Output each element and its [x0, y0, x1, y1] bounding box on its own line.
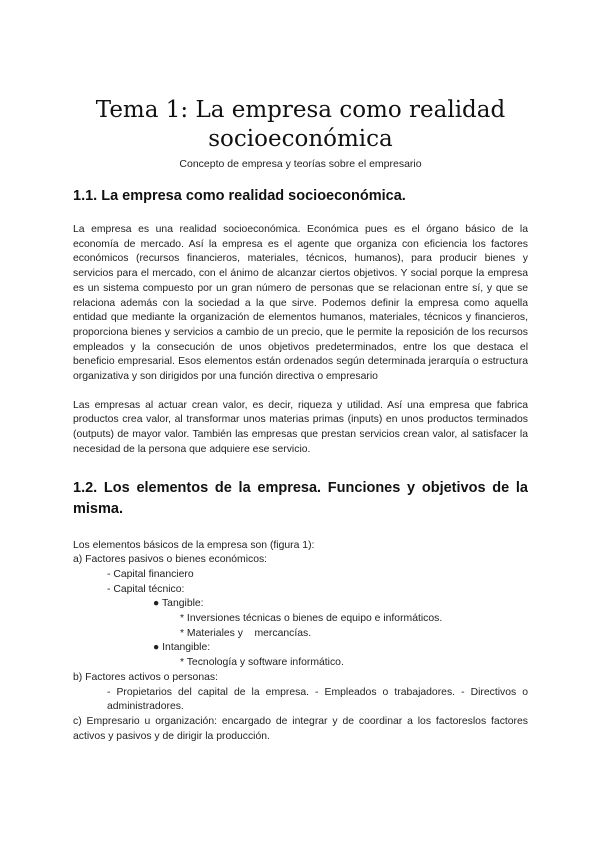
- section-1-heading: 1.1. La empresa como realidad socioeconómica.: [73, 188, 406, 204]
- elements-list: [73, 539, 528, 745]
- list-item-a: a) Factores pasivos o bienes económicos:: [73, 554, 268, 566]
- list-item-b-items: - Propietarios del capital de la empresa. - Empleados o trabajadores. - Directivos o administradores.: [107, 686, 528, 713]
- document-title: [73, 96, 528, 154]
- list-intro: Los elementos básicos de la empresa son (figura 1):: [73, 539, 315, 551]
- list-item-capital-financiero: - Capital financiero: [107, 568, 194, 580]
- list-item-capital-tecnico: - Capital técnico:: [107, 583, 185, 595]
- title-line-2: socioeconómica: [208, 126, 393, 152]
- list-item-c: c) Empresario u organización: encargado de integrar y de coordinar a los factoreslos factores activos y pasivos y de dirigir la producción.: [73, 715, 528, 742]
- section-1-paragraph-2: Las empresas al actuar crean valor, es decir, riqueza y utilidad. Así una empresa que fabrica productos crea valor, al transformar unos materias primas (inputs) en unos productos terminados (outputs) de mayor valor. También las empresas que prestan servicios crean valor, al satisfacer la necesidad de la persona que adquiere ese servicio.: [73, 399, 528, 455]
- title-line-1: Tema 1: La empresa como realidad: [95, 97, 506, 123]
- section-2-heading: 1.2. Los elementos de la empresa. Funciones y objetivos de la misma.: [73, 479, 528, 517]
- list-item-b: b) Factores activos o personas:: [73, 671, 218, 683]
- list-item-tangible-1: * Inversiones técnicas o bienes de equipo e informáticos.: [180, 613, 443, 625]
- document-page: [73, 96, 528, 744]
- list-item-intangible-1: * Tecnología y software informático.: [180, 657, 344, 669]
- list-item-tangible: ● Tangible:: [153, 598, 204, 610]
- list-item-intangible: ● Intangible:: [153, 642, 211, 654]
- list-item-tangible-2: * Materiales y mercancías.: [180, 627, 312, 639]
- document-subtitle: Concepto de empresa y teorías sobre el empresario: [179, 158, 422, 170]
- section-1-paragraph-1: La empresa es una realidad socioeconómica. Económica pues es el órgano básico de la economía de mercado. Así la empresa es el agente que organiza con eficiencia los factores económicos (recursos financieros, materiales, técnicos, humanos), para producir bienes y servicios para el mercado, con el ánimo de alcanzar ciertos objetivos. Y social porque la empresa es un sistema compuesto por un gran número de personas que se relacionan entre sí, y que se relaciona además con la sociedad a la que sirve. Podemos definir la empresa como aquella entidad que mediante la organización de elementos humanos, materiales, técnicos y financieros, proporciona bienes y servicios a cambio de un precio, que le permite la reposición de los recursos empleados y la consecución de unos objetivos predeterminados, entre los que destaca el beneficio empresarial. Esos elementos están ordenados según determinada jerarquía o estructura organizativa y son dirigidos por una función directiva o empresario: [73, 224, 528, 383]
